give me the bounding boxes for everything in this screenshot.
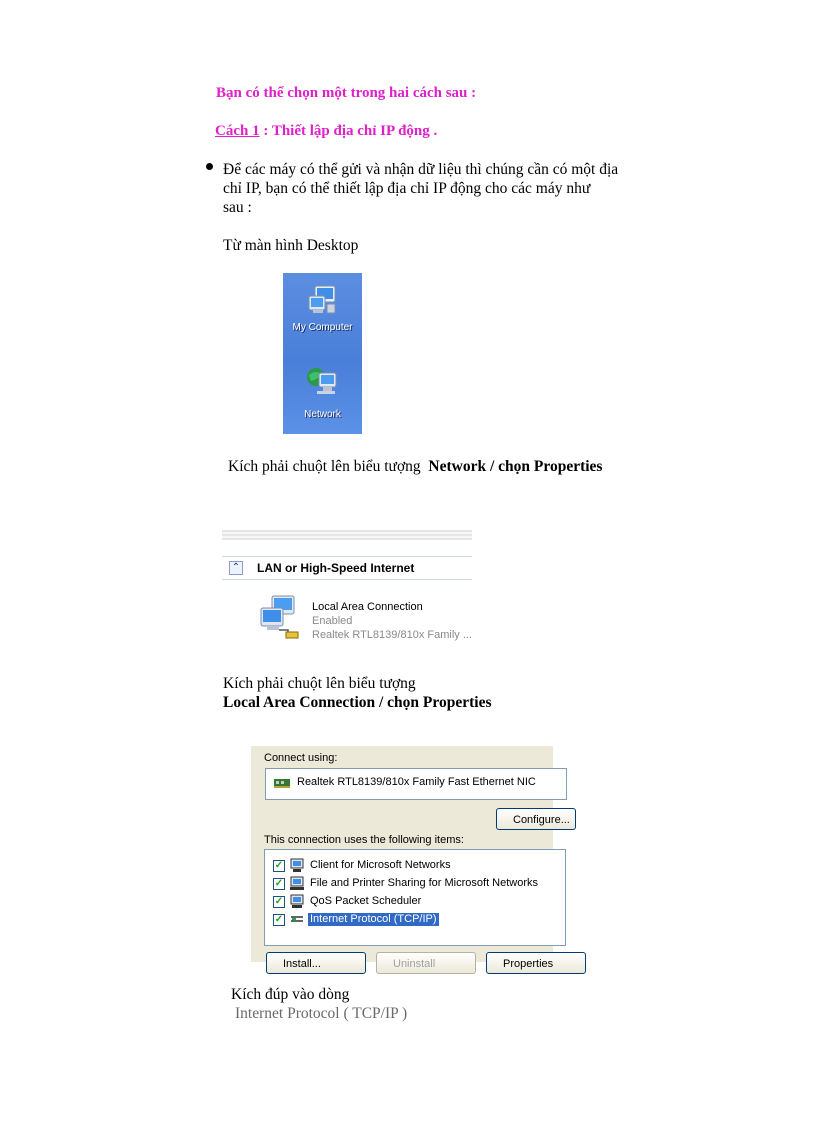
paragraph-line-2: chỉ IP, bạn có thể thiết lập địa chỉ IP động cho các máy như	[223, 180, 591, 197]
my-computer-label: My Computer	[292, 322, 353, 333]
instruction-local-area-line-1: Kích phải chuột lên biểu tượng	[223, 675, 416, 692]
bullet-dot	[206, 163, 213, 170]
uninstall-button: Uninstall	[376, 952, 476, 974]
instruction-local-area-bold: Local Area Connection / chọn Properties	[223, 694, 492, 711]
connection-name: Local Area Connection	[312, 601, 423, 613]
instruction-double-click	[231, 985, 407, 1023]
instruction-local-area	[223, 674, 492, 712]
network-card-icon	[274, 778, 290, 788]
my-computer-icon[interactable]	[305, 284, 339, 316]
paragraph-line-1: Để các máy có thể gửi và nhận dữ liệu thì chúng cần có một địa	[223, 161, 619, 178]
instruction-double-click-line-2: Internet Protocol ( TCP/IP )	[235, 1005, 408, 1022]
instruction-double-click-line-1: Kích đúp vào dòng	[231, 986, 350, 1003]
item-label: File and Printer Sharing for Microsoft Networks	[310, 877, 539, 889]
lan-screenshot	[222, 530, 472, 656]
network-label: Network	[304, 409, 341, 420]
paragraph-line-3: sau :	[223, 199, 252, 216]
adapter-box	[265, 768, 567, 800]
item-checkbox[interactable]: ✓	[274, 896, 284, 907]
instruction-network	[228, 457, 602, 476]
local-area-connection-icon[interactable]	[258, 594, 304, 640]
method-1-title: : Thiết lập địa chỉ IP động .	[259, 123, 438, 139]
properties-screenshot	[251, 746, 570, 970]
network-icon[interactable]	[305, 365, 339, 397]
step-desktop-text: Từ màn hình Desktop	[223, 237, 359, 254]
file-printer-sharing-icon	[290, 877, 304, 890]
lan-section-header	[222, 556, 472, 580]
desktop-screenshot	[283, 273, 362, 434]
configure-button[interactable]: Configure...	[496, 808, 576, 830]
connect-using-label: Connect using:	[264, 752, 338, 764]
connection-adapter: Realtek RTL8139/810x Family ...	[312, 629, 472, 641]
components-list[interactable]	[264, 849, 566, 946]
connection-status: Enabled	[312, 615, 353, 627]
heading-method-1	[215, 123, 437, 140]
item-checkbox[interactable]: ✓	[274, 914, 284, 925]
adapter-name: Realtek RTL8139/810x Family Fast Ethernet NIC	[297, 776, 536, 788]
items-label: This connection uses the following items:	[264, 834, 464, 846]
qos-scheduler-icon	[290, 895, 304, 908]
method-1-link[interactable]: Cách 1	[215, 123, 260, 139]
collapse-chevron-icon[interactable]: ⌃	[229, 561, 243, 575]
lan-section-title: LAN or High-Speed Internet	[257, 561, 415, 575]
item-checkbox[interactable]: ✓	[274, 860, 284, 871]
heading-choose: Bạn có thể chọn một trong hai cách sau :	[216, 85, 477, 101]
item-label: Internet Protocol (TCP/IP)	[310, 913, 437, 925]
install-button[interactable]: Install...	[266, 952, 366, 974]
bullet-paragraph	[223, 160, 618, 217]
item-label: QoS Packet Scheduler	[310, 895, 422, 907]
client-icon	[290, 859, 304, 872]
item-checkbox[interactable]: ✓	[274, 878, 284, 889]
instruction-network-bold: Network / chọn Properties	[428, 458, 603, 475]
instruction-network-prefix: Kích phải chuột lên biểu tượng	[228, 458, 421, 475]
properties-button[interactable]: Properties	[486, 952, 586, 974]
protocol-icon	[290, 913, 304, 926]
item-label: Client for Microsoft Networks	[310, 859, 451, 871]
window-edge	[222, 530, 472, 540]
